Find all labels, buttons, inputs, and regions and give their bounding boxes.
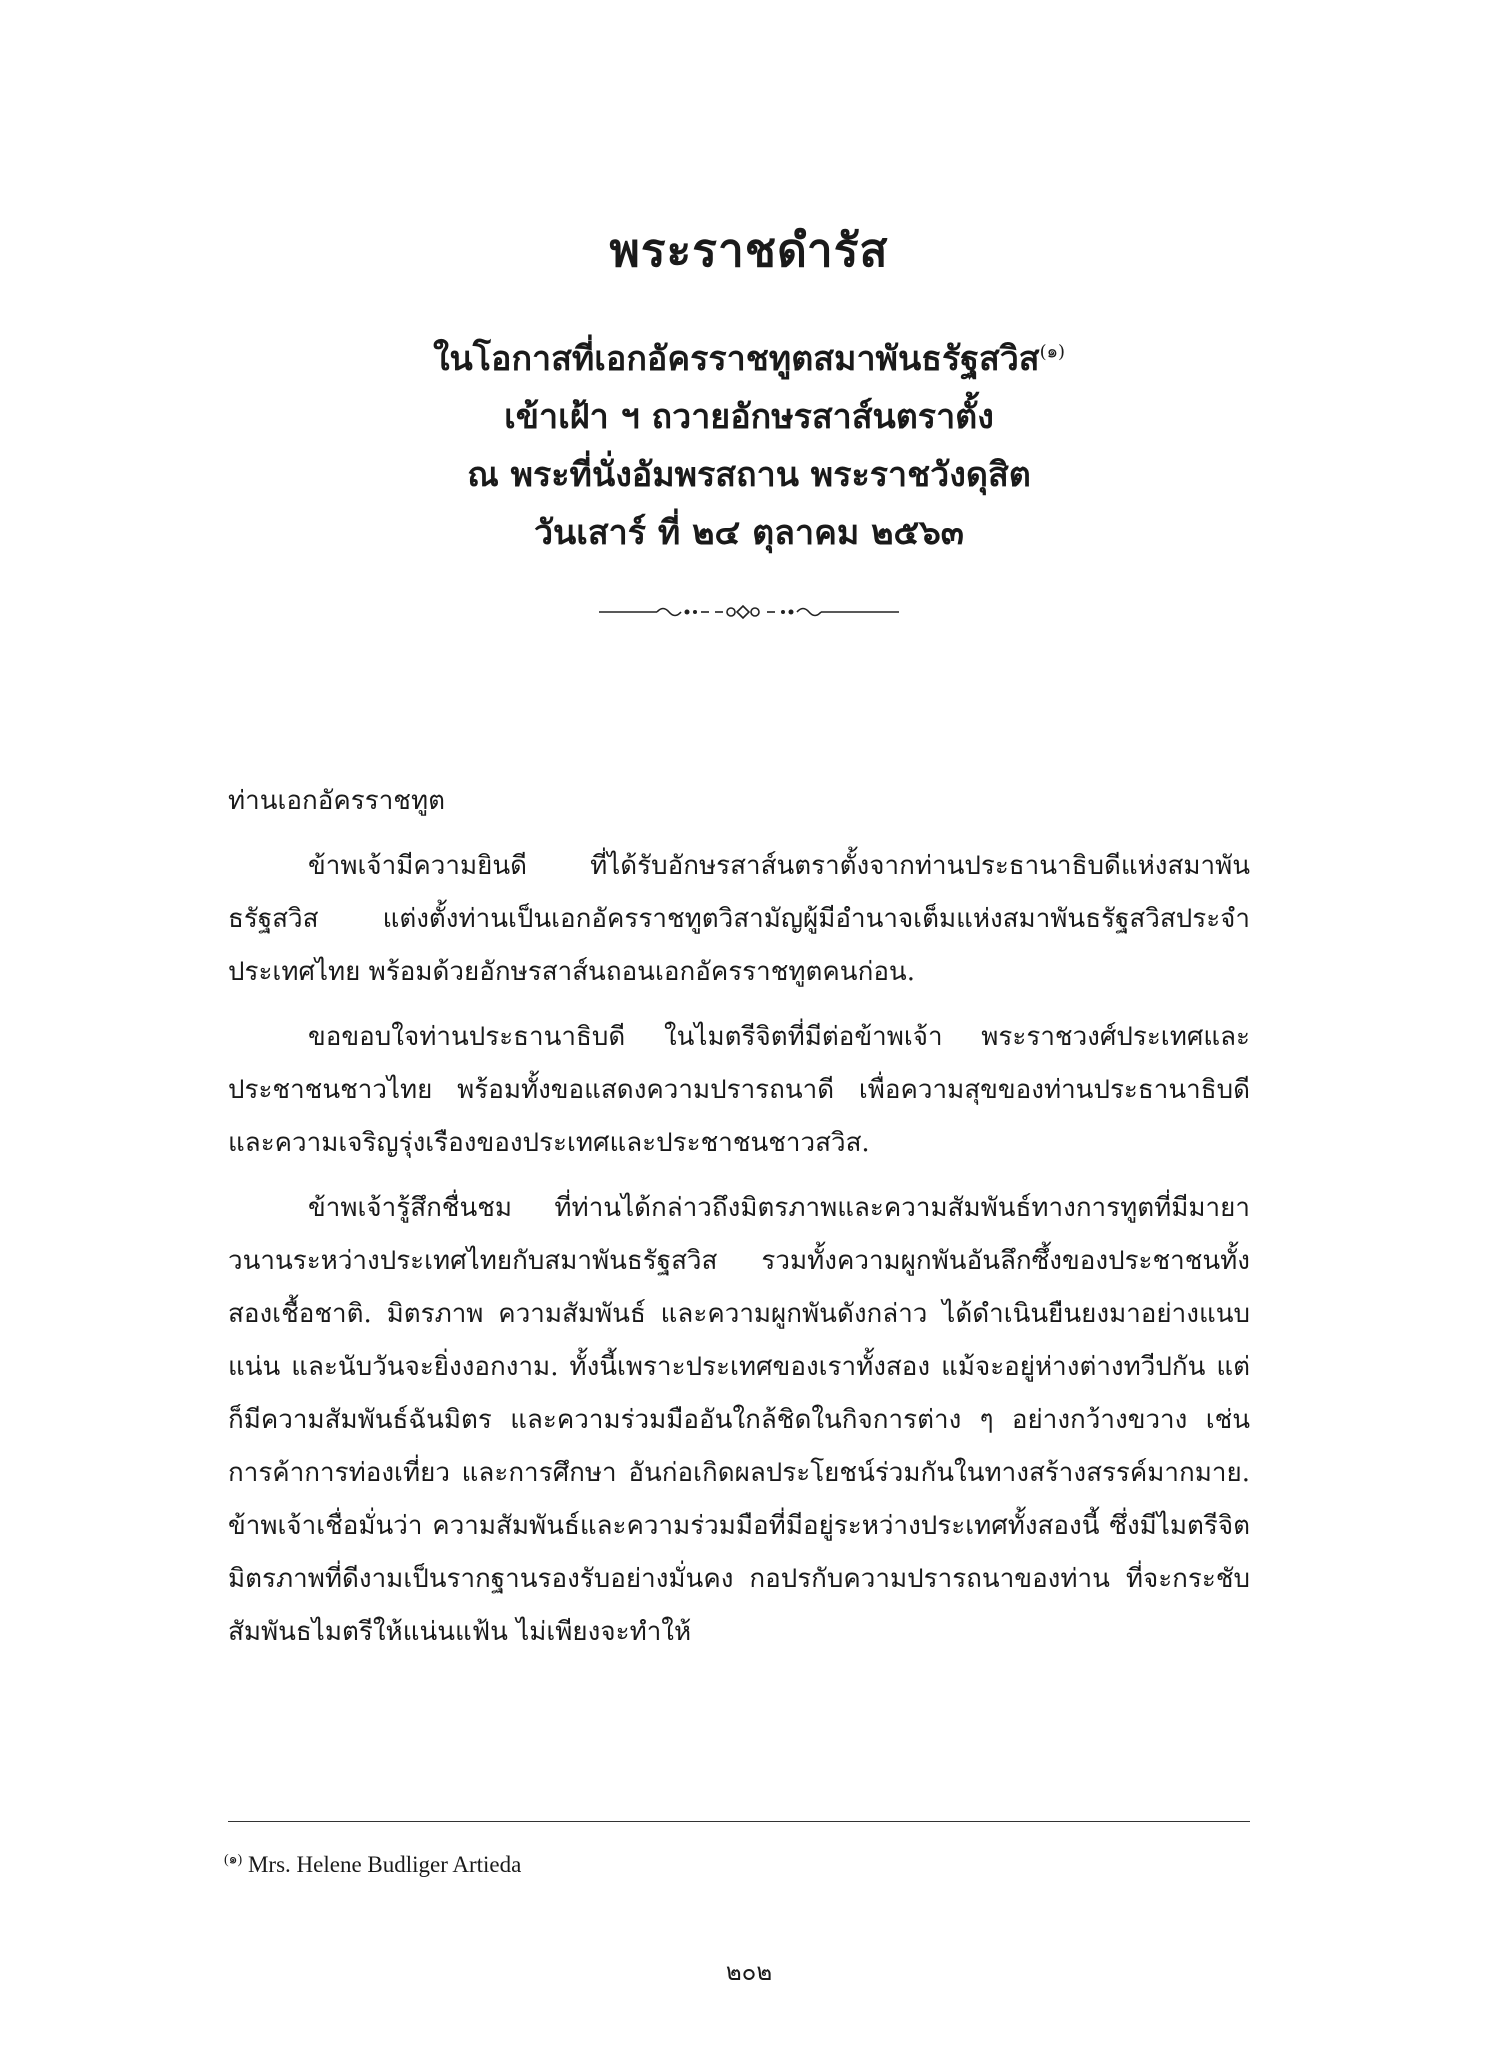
- footnote-mark: (๑): [224, 1852, 243, 1868]
- subtitle-line: [0, 330, 1498, 388]
- page-title: พระราชดำรัส: [609, 223, 889, 277]
- paragraph: ข้าพเจ้ารู้สึกชื่นชม ที่ท่านได้กล่าวถึงมิตรภาพและความสัมพันธ์ทางการทูตที่มีมายาวนานระหว่างประเทศไทยกับสมาพันธรัฐสวิส รวมทั้งความผูกพันอันลึกซึ้งของประชาชนทั้งสองเชื้อชาติ. มิตรภาพ ความสัมพันธ์ และความผูกพันดังกล่าว ได้ดำเนินยืนยงมาอย่างแนบแน่น และนับวันจะยิ่งงอกงาม. ทั้งนี้เพราะประเทศของเราทั้งสอง แม้จะอยู่ห่างต่างทวีปกัน แต่ก็มีความสัมพันธ์ฉันมิตร และความร่วมมืออันใกล้ชิดในกิจการต่าง ๆ อย่างกว้างขวาง เช่น การค้าการท่องเที่ยว และการศึกษา อันก่อเกิดผลประโยชน์ร่วมกันในทางสร้างสรรค์มากมาย. ข้าพเจ้าเชื่อมั่นว่า ความสัมพันธ์และความร่วมมือที่มีอยู่ระหว่างประเทศทั้งสองนี้ ซึ่งมีไมตรีจิตมิตรภาพที่ดีงามเป็นรากฐานรองรับอย่างมั่นคง กอปรกับความปรารถนาของท่าน ที่จะกระชับสัมพันธไมตรีให้แน่นแฟ้น ไม่เพียงจะทำให้: [228, 1193, 1250, 1647]
- page-number: ๒๐๒: [725, 1958, 773, 1986]
- ornament-divider-icon: [599, 600, 899, 624]
- subtitle-line: เข้าเฝ้า ฯ ถวายอักษรสาส์นตราตั้ง: [504, 397, 994, 437]
- subtitle-line-text: ในโอกาสที่เอกอัครราชทูตสมาพันธรัฐสวิส: [432, 339, 1040, 379]
- subtitle-line: ณ พระที่นั่งอัมพรสถาน พระราชวังดุสิต: [467, 455, 1031, 495]
- footnote-reference-mark: (๑): [1039, 341, 1066, 363]
- footnote-text: Mrs. Helene Budliger Artieda: [247, 1852, 522, 1877]
- speech-body: [228, 775, 1250, 1659]
- paragraph: ขอขอบใจท่านประธานาธิบดี ในไมตรีจิตที่มีต่อข้าพเจ้า พระราชวงศ์ประเทศและประชาชนชาวไทย พร้อมทั้งขอแสดงความปรารถนาดี เพื่อความสุขของท่านประธานาธิบดี และความเจริญรุ่งเรืองของประเทศและประชาชนชาวสวิส.: [228, 1022, 1250, 1158]
- subtitle-line: วันเสาร์ ที่ ๒๔ ตุลาคม ๒๕๖๓: [533, 513, 965, 553]
- subtitle-block: [0, 330, 1498, 562]
- footnote-divider: [228, 1821, 1250, 1822]
- footnote: [224, 1852, 521, 1878]
- salutation: ท่านเอกอัครราชทูต: [228, 786, 445, 816]
- paragraph: ข้าพเจ้ามีความยินดี ที่ได้รับอักษรสาส์นตราตั้งจากท่านประธานาธิบดีแห่งสมาพันธรัฐสวิส แต่งตั้งท่านเป็นเอกอัครราชทูตวิสามัญผู้มีอำนาจเต็มแห่งสมาพันธรัฐสวิสประจำประเทศไทย พร้อมด้วยอักษรสาส์นถอนเอกอัครราชทูตคนก่อน.: [228, 851, 1250, 987]
